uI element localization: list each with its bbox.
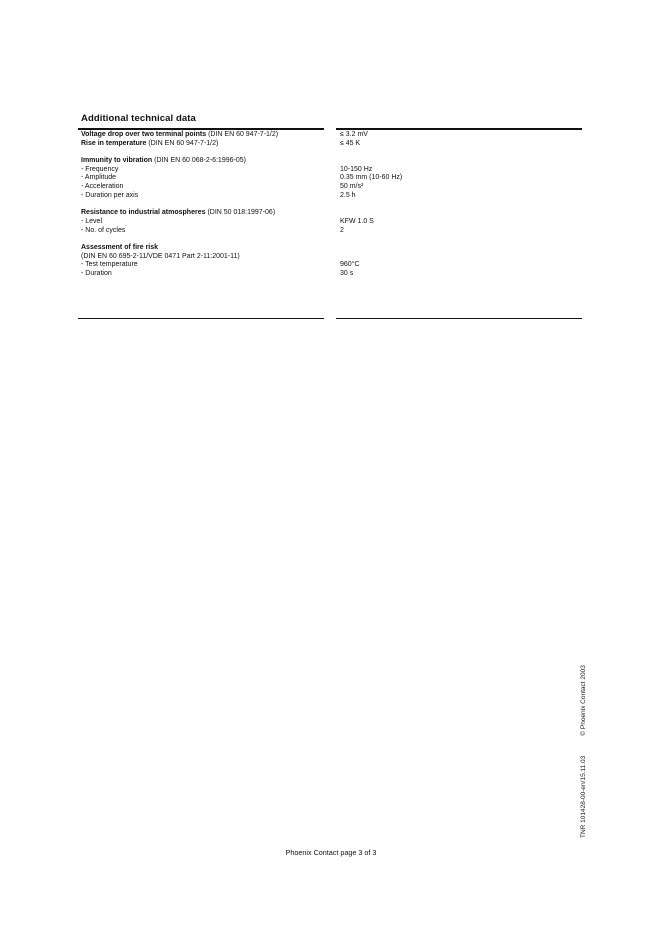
fire-risk-heading: Assessment of fire risk — [81, 243, 159, 251]
vibration-acceleration-label: - Acceleration — [81, 183, 124, 191]
fire-duration-value: 30 s — [340, 270, 354, 277]
table-bottom-rule-right — [336, 318, 582, 319]
spec-labels-column — [81, 131, 321, 279]
vibration-duration-value: 2.5 h — [340, 191, 356, 199]
atmospheres-level-value: KFW 1.0 S — [340, 217, 374, 225]
atmospheres-heading-bold: Resistance to industrial atmospheres — [81, 209, 206, 217]
rise-temp-standard: (DIN EN 60 947-7-1/2) — [148, 139, 219, 147]
page-footer: Phoenix Contact page 3 of 3 — [285, 848, 377, 857]
table-bottom-rule-left — [78, 318, 324, 319]
vibration-standard: (DIN EN 60 068-2-6:1996-05) — [154, 157, 246, 165]
document-side-note — [580, 665, 587, 838]
atmospheres-heading — [81, 209, 321, 218]
table-top-rule-left — [78, 128, 324, 130]
fire-risk-standard: (DIN EN 60 695-2-11/VDE 0471 Part 2-11:2001-11) — [81, 252, 240, 260]
copyright-notice: © Phoenix Contact 2003 — [580, 665, 587, 736]
fire-test-temperature-label: - Test temperature — [81, 261, 138, 269]
section-title: Additional technical data — [81, 113, 196, 124]
rise-temp-value: ≤ 45 K — [340, 139, 361, 147]
table-top-rule-right — [336, 128, 582, 130]
vibration-amplitude-label: - Amplitude — [81, 174, 117, 182]
voltage-drop-label — [81, 131, 321, 140]
vibration-amplitude-value: 0.35 mm (10-60 Hz) — [340, 174, 403, 182]
fire-test-temperature-value: 960°C — [340, 261, 360, 269]
atmospheres-level-label: - Level — [81, 217, 103, 225]
atmospheres-cycles-value: 2 — [340, 226, 344, 234]
vibration-frequency-value: 10-150 Hz — [340, 165, 373, 173]
voltage-drop-label-bold: Voltage drop over two terminal points — [81, 131, 207, 138]
atmospheres-standard: (DIN 50 018:1997-06) — [207, 209, 276, 217]
document-tnr: TNR 101428-00-en/15.11.03 — [580, 755, 587, 838]
fire-duration-label: - Duration — [81, 270, 112, 277]
rise-temp-label — [81, 140, 321, 149]
vibration-frequency-label: - Frequency — [81, 165, 119, 173]
voltage-drop-standard: (DIN EN 60 947-7-1/2) — [208, 131, 279, 138]
vibration-duration-label: - Duration per axis — [81, 191, 139, 199]
atmospheres-cycles-label: - No. of cycles — [81, 226, 126, 234]
spec-values-column — [340, 131, 578, 279]
vibration-heading — [81, 157, 321, 166]
vibration-heading-bold: Immunity to vibration — [81, 157, 153, 165]
rise-temp-label-bold: Rise in temperature — [81, 139, 147, 147]
vibration-acceleration-value: 50 m/s² — [340, 183, 364, 191]
voltage-drop-value: ≤ 3.2 mV — [340, 131, 368, 138]
